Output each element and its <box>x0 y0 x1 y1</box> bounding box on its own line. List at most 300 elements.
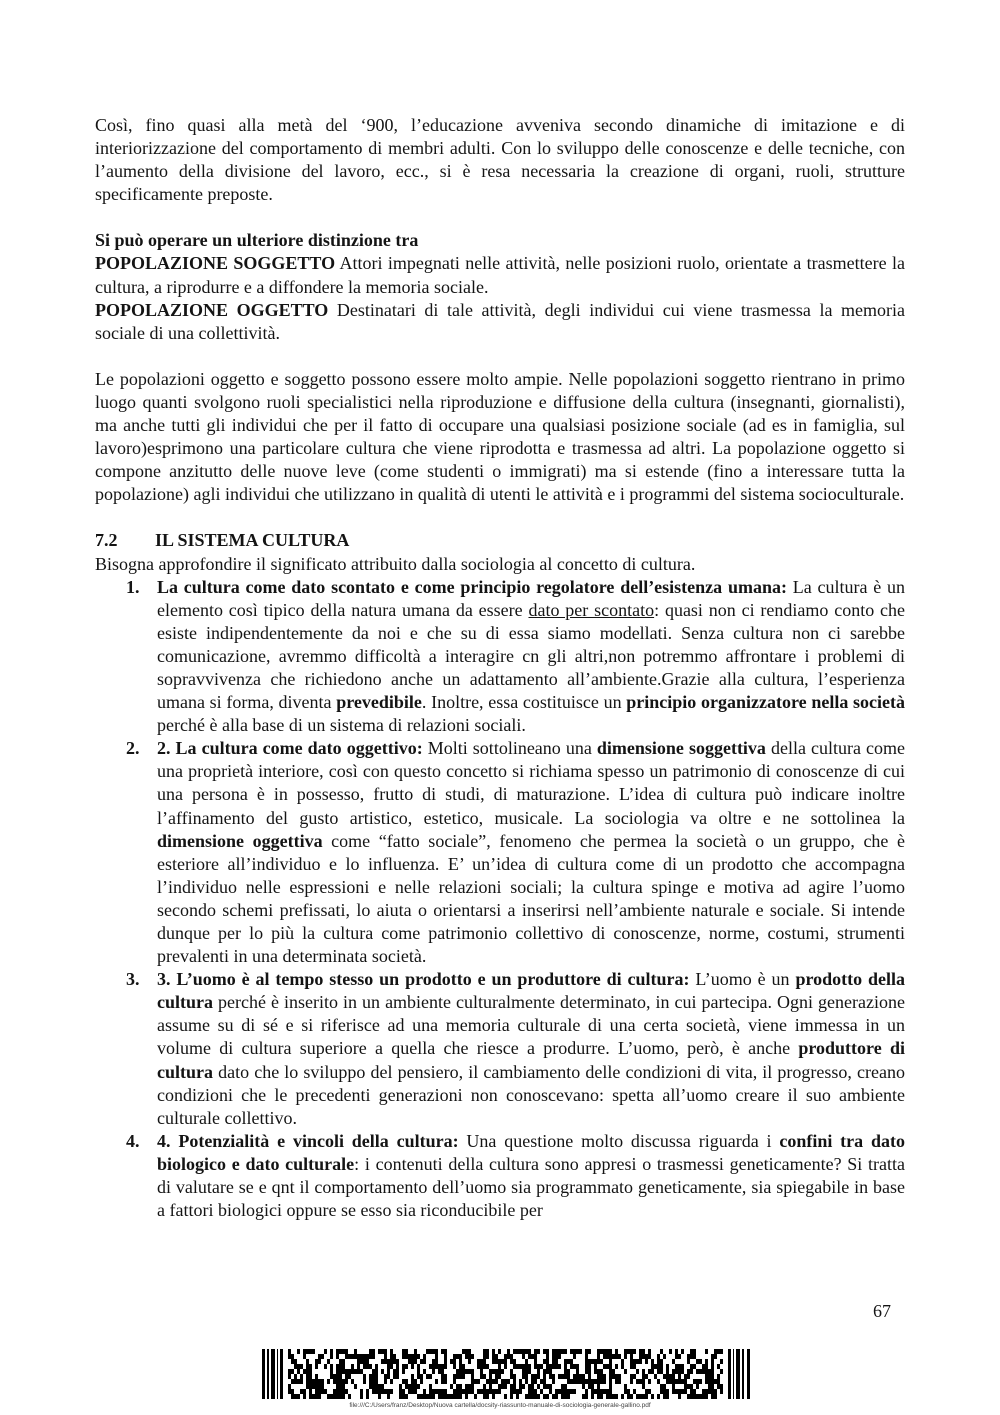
barcode-bar <box>330 1374 333 1379</box>
barcode-bar <box>630 1359 633 1364</box>
barcode-bar <box>510 1369 513 1374</box>
barcode-bar <box>336 1379 339 1384</box>
barcode-bar <box>684 1389 687 1394</box>
barcode-bar <box>696 1359 699 1364</box>
barcode-bar <box>690 1394 693 1399</box>
barcode-bar <box>327 1379 330 1384</box>
barcode-bar <box>702 1364 705 1369</box>
barcode-bar <box>453 1379 456 1384</box>
barcode-bar <box>675 1369 678 1374</box>
barcode-bar <box>612 1369 615 1374</box>
barcode-bar <box>516 1349 519 1354</box>
barcode-bar <box>690 1384 693 1389</box>
barcode-bar <box>288 1369 291 1374</box>
barcode-bar <box>471 1374 474 1379</box>
barcode-bar <box>339 1369 342 1374</box>
barcode-bar <box>687 1394 690 1399</box>
barcode-bar <box>459 1369 462 1374</box>
barcode-bar <box>336 1394 339 1399</box>
barcode-bar <box>381 1349 384 1354</box>
text-run: principio organizzatore nella società <box>626 692 905 713</box>
barcode-bar <box>267 1349 269 1399</box>
barcode-bar <box>654 1374 657 1379</box>
barcode-bar <box>375 1374 378 1379</box>
barcode-bar <box>444 1349 447 1354</box>
barcode-bar <box>525 1394 528 1399</box>
barcode-bar <box>369 1349 372 1354</box>
barcode-bar <box>411 1364 414 1369</box>
barcode-bar <box>576 1374 579 1379</box>
barcode-bar <box>513 1364 516 1369</box>
barcode-bar <box>291 1359 294 1364</box>
barcode-bar <box>705 1349 708 1354</box>
text-run: dimensione soggettiva <box>596 738 766 759</box>
barcode-bar <box>567 1369 570 1374</box>
barcode-bar <box>633 1364 636 1369</box>
barcode-bar <box>585 1394 588 1399</box>
barcode-bar <box>612 1354 615 1359</box>
barcode-bar <box>633 1374 636 1379</box>
barcode-bar <box>531 1354 534 1359</box>
barcode-bar <box>720 1369 723 1374</box>
barcode-bar <box>519 1389 522 1394</box>
barcode-bar <box>477 1364 480 1369</box>
barcode-bar <box>312 1394 315 1399</box>
barcode-bar <box>546 1349 549 1354</box>
barcode-bar <box>717 1384 720 1389</box>
list-item-number: 4. <box>126 1130 140 1151</box>
barcode-bar <box>522 1354 525 1359</box>
barcode-bar <box>720 1349 723 1354</box>
barcode-bar <box>501 1384 504 1389</box>
barcode-bar <box>402 1379 405 1384</box>
barcode-bar <box>465 1389 468 1394</box>
barcode-bar <box>546 1384 549 1389</box>
barcode-bar <box>696 1394 699 1399</box>
barcode-bar <box>672 1379 675 1384</box>
barcode-bar <box>480 1389 483 1394</box>
barcode-bar <box>678 1394 681 1399</box>
barcode-bar <box>561 1394 564 1399</box>
barcode-bar <box>522 1369 525 1374</box>
barcode-bar <box>642 1384 645 1389</box>
list-item <box>95 737 905 968</box>
term-oggetto: POPOLAZIONE OGGETTO <box>95 299 329 320</box>
barcode-bar <box>262 1349 265 1399</box>
barcode-bar <box>621 1394 624 1399</box>
barcode-bar <box>345 1374 348 1379</box>
barcode-bar <box>594 1364 597 1369</box>
barcode-bar <box>393 1359 396 1364</box>
barcode-bar <box>288 1354 291 1359</box>
barcode-bar <box>720 1359 723 1364</box>
barcode-bar <box>306 1369 309 1374</box>
barcode-bar <box>615 1374 618 1379</box>
barcode-bar <box>444 1354 447 1359</box>
barcode-bar <box>522 1349 525 1354</box>
barcode-bar <box>534 1374 537 1379</box>
barcode-bar <box>567 1359 570 1364</box>
barcode-bar <box>669 1379 672 1384</box>
barcode-bar <box>318 1394 321 1399</box>
barcode-bar <box>657 1359 660 1364</box>
section-number: 7.2 <box>95 530 118 551</box>
barcode-bar <box>318 1354 321 1359</box>
barcode-bar <box>651 1369 654 1374</box>
barcode-bar <box>354 1349 357 1354</box>
barcode-bar <box>561 1389 564 1394</box>
barcode-bar <box>645 1394 648 1399</box>
barcode-bar <box>294 1374 297 1379</box>
barcode-bar <box>627 1389 630 1394</box>
barcode-bar <box>567 1394 570 1399</box>
barcode-bar <box>552 1394 555 1399</box>
barcode-bar <box>684 1384 687 1389</box>
barcode-bar <box>459 1374 462 1379</box>
barcode-bar <box>372 1349 375 1354</box>
barcode-bar <box>444 1379 447 1384</box>
barcode-bar <box>342 1389 345 1394</box>
barcode-bar <box>546 1394 549 1399</box>
barcode-bar <box>612 1374 615 1379</box>
barcode-bar <box>579 1374 582 1379</box>
barcode-bar <box>453 1359 456 1364</box>
barcode-bar <box>414 1379 417 1384</box>
barcode-bar <box>576 1364 579 1369</box>
barcode-bar <box>336 1389 339 1394</box>
barcode-bar <box>561 1349 564 1354</box>
barcode-bar <box>621 1364 624 1369</box>
barcode-bar <box>303 1369 306 1374</box>
barcode-bar <box>666 1379 669 1384</box>
text-run: 2. La cultura come dato oggettivo: <box>157 738 423 759</box>
barcode-bar <box>606 1349 609 1354</box>
barcode-bar <box>636 1394 639 1399</box>
page-number: 67 <box>873 1301 891 1321</box>
barcode-bar <box>675 1379 678 1384</box>
text-run: dimensione oggettiva <box>157 830 323 851</box>
distinction-heading: Si può operare un ulteriore distinzione tra <box>95 230 419 251</box>
barcode-bar <box>357 1359 360 1364</box>
barcode-bar <box>690 1389 693 1394</box>
text-run: prodotto della cultura <box>157 969 906 1013</box>
barcode-bar <box>591 1384 594 1389</box>
barcode-bar <box>387 1374 390 1379</box>
barcode-bar <box>597 1389 600 1394</box>
barcode-bar <box>588 1374 591 1379</box>
barcode-bar <box>717 1379 720 1384</box>
barcode-bar <box>588 1359 591 1364</box>
barcode-bar <box>630 1374 633 1379</box>
barcode-bar <box>351 1379 354 1384</box>
barcode-bar <box>609 1389 612 1394</box>
barcode-bar <box>528 1349 531 1354</box>
barcode-bar <box>339 1359 342 1364</box>
barcode-bar <box>558 1354 561 1359</box>
barcode-bar <box>363 1364 366 1369</box>
barcode-bar <box>306 1359 309 1364</box>
barcode-bar <box>291 1389 294 1394</box>
barcode-bar <box>429 1364 432 1369</box>
barcode-bar <box>648 1389 651 1394</box>
barcode-bar <box>342 1369 345 1374</box>
barcode-bar <box>711 1374 714 1379</box>
barcode-bar <box>399 1384 402 1389</box>
barcode-bar <box>567 1379 570 1384</box>
barcode-bar <box>369 1354 372 1359</box>
barcode-bar <box>333 1389 336 1394</box>
barcode-bar <box>402 1369 405 1374</box>
barcode-bar <box>291 1354 294 1359</box>
barcode-bar <box>597 1374 600 1379</box>
barcode-bar <box>702 1394 705 1399</box>
barcode-bar <box>555 1354 558 1359</box>
barcode-bar <box>366 1394 369 1399</box>
list-item <box>95 576 905 738</box>
barcode-bar <box>540 1379 543 1384</box>
barcode-bar <box>456 1374 459 1379</box>
barcode-bar <box>390 1379 393 1384</box>
barcode-bar <box>369 1384 372 1389</box>
barcode-bar <box>321 1379 324 1384</box>
barcode-bar <box>708 1379 711 1384</box>
barcode-bar <box>303 1354 306 1359</box>
barcode-bar <box>408 1354 411 1359</box>
barcode-bar <box>660 1384 663 1389</box>
barcode-bar <box>708 1369 711 1374</box>
barcode-bar <box>624 1349 627 1354</box>
barcode-bar <box>495 1359 498 1364</box>
barcode-bar <box>645 1354 648 1359</box>
barcode-bar <box>495 1389 498 1394</box>
barcode-bar <box>384 1354 387 1359</box>
barcode-bar <box>480 1374 483 1379</box>
barcode-bar <box>618 1379 621 1384</box>
barcode-bar <box>666 1389 669 1394</box>
barcode-bar <box>564 1374 567 1379</box>
barcode-bar <box>537 1369 540 1374</box>
barcode-bar <box>297 1394 300 1399</box>
barcode-bar <box>693 1364 696 1369</box>
barcode-bar <box>345 1379 348 1384</box>
barcode-bar <box>465 1349 468 1354</box>
paragraph-populations: Le popolazioni oggetto e soggetto possono essere molto ampie. Nelle popolazioni soggetto rientrano in primo luogo quanti svolgono ruoli specialistici nella riproduzione e diffusione della cultura (insegnanti, giornalisti), ma anche tutti gli individui che per il fatto di occupare una qualsiasi posizione sociale (ad es in famiglia, sul lavoro)esprimono una particolare cultura che viene riprodotta e trasmessa ad altri. La popolazione oggetto si compone anzitutto delle nuove leve (come studenti o immigrati) ma si estende (fino a interessare tutta la popolazione) agli individui che utilizzano in qualità di utenti le attività e i programmi del sistema socioculturale. <box>95 368 905 505</box>
barcode-bar <box>441 1379 444 1384</box>
barcode-bar <box>525 1369 528 1374</box>
barcode-bar <box>736 1349 740 1399</box>
barcode-bar <box>291 1394 294 1399</box>
barcode-bar <box>516 1394 519 1399</box>
barcode-bar <box>660 1389 663 1394</box>
barcode-bar <box>366 1359 369 1364</box>
barcode-bar <box>471 1379 474 1384</box>
barcode-bar <box>714 1354 717 1359</box>
barcode-bar <box>339 1349 342 1354</box>
barcode-bar <box>705 1394 708 1399</box>
barcode-bar <box>291 1379 294 1384</box>
barcode-bar <box>360 1359 363 1364</box>
barcode-bar <box>510 1389 513 1394</box>
barcode-bar <box>642 1354 645 1359</box>
barcode-bar <box>309 1384 312 1389</box>
barcode-bar <box>528 1369 531 1374</box>
barcode-bar <box>711 1364 714 1369</box>
barcode-bar <box>453 1354 456 1359</box>
barcode-bar <box>456 1394 459 1399</box>
barcode-bar <box>303 1394 306 1399</box>
barcode-bar <box>558 1374 561 1379</box>
barcode-bar <box>555 1389 558 1394</box>
definition-soggetto: POPOLAZIONE SOGGETTO Attori impegnati nelle attività, nelle posizioni ruolo, orientate a trasmettere la cultura, a riprodurre e a diffondere la memoria sociale. <box>95 253 905 297</box>
barcode-bar <box>411 1379 414 1384</box>
barcode-bar <box>534 1389 537 1394</box>
barcode-bar <box>414 1354 417 1359</box>
barcode-bar <box>333 1394 336 1399</box>
barcode-bar <box>471 1354 474 1359</box>
barcode-bar <box>336 1354 339 1359</box>
barcode-bar <box>609 1384 612 1389</box>
barcode-bar <box>663 1374 666 1379</box>
barcode-bar <box>742 1349 744 1399</box>
barcode-bar <box>702 1389 705 1394</box>
barcode-bar <box>363 1379 366 1384</box>
barcode-bar <box>624 1369 627 1374</box>
barcode-bar <box>501 1359 504 1364</box>
barcode-bar <box>294 1359 297 1364</box>
barcode-bar <box>450 1394 453 1399</box>
barcode-bar <box>531 1384 534 1389</box>
barcode-bar <box>642 1374 645 1379</box>
barcode-bar <box>591 1394 594 1399</box>
barcode-bar <box>573 1389 576 1394</box>
barcode-bar <box>639 1394 642 1399</box>
barcode-bar <box>423 1394 426 1399</box>
barcode-bar <box>561 1374 564 1379</box>
barcode-bar <box>564 1364 567 1369</box>
barcode-bar <box>597 1384 600 1389</box>
barcode-bar <box>588 1369 591 1374</box>
barcode-bar <box>711 1354 714 1359</box>
barcode-bar <box>312 1349 315 1354</box>
text-run: Una questione molto discussa riguarda i <box>458 1130 780 1151</box>
barcode-bar <box>280 1349 283 1399</box>
barcode-bar <box>696 1384 699 1389</box>
barcode-bar <box>432 1359 435 1364</box>
barcode-bar <box>609 1359 612 1364</box>
barcode-bar <box>561 1384 564 1389</box>
barcode-bar <box>672 1374 675 1379</box>
barcode-bar <box>657 1394 660 1399</box>
barcode-bar <box>585 1349 588 1354</box>
barcode-bar <box>570 1359 573 1364</box>
barcode-bar <box>402 1349 405 1354</box>
barcode-bar <box>639 1359 642 1364</box>
barcode-bar <box>639 1349 642 1354</box>
barcode-bar <box>492 1379 495 1384</box>
text-run: della cultura come una proprietà interiore, così con questo concetto si richiama spesso un patrimonio di conoscenze di cui una persona è in possesso, frutto di studi, di maturazione. L’idea di cultura può indicare inoltre l’affinamento del gusto artistico, estetico, musicale. La sociologia va oltre e ne sottolinea la <box>157 738 906 828</box>
barcode-bar <box>474 1379 477 1384</box>
barcode-bar <box>330 1364 333 1369</box>
barcode-bar <box>717 1364 720 1369</box>
barcode-bar <box>435 1389 438 1394</box>
barcode-bar <box>291 1369 294 1374</box>
barcode-bar <box>543 1359 546 1364</box>
barcode-bar <box>510 1354 513 1359</box>
barcode-bar <box>384 1359 387 1364</box>
barcode-bar <box>579 1379 582 1384</box>
barcode-bar <box>459 1354 462 1359</box>
barcode-bar <box>357 1354 360 1359</box>
barcode-bar <box>432 1394 435 1399</box>
barcode-bar <box>486 1379 489 1384</box>
barcode-bar <box>330 1369 333 1374</box>
barcode-bar <box>456 1369 459 1374</box>
barcode-bar <box>606 1364 609 1369</box>
barcode-bar <box>633 1349 636 1354</box>
barcode-bar <box>318 1384 321 1389</box>
section-heading <box>95 529 905 552</box>
barcode-bar <box>687 1374 690 1379</box>
barcode-bar <box>387 1389 390 1394</box>
barcode-bar <box>441 1369 444 1374</box>
barcode-bar <box>606 1389 609 1394</box>
barcode-bar <box>309 1394 312 1399</box>
barcode-bar <box>396 1369 399 1374</box>
barcode-bar <box>603 1379 606 1384</box>
barcode-bar <box>507 1354 510 1359</box>
barcode-bar <box>336 1364 339 1369</box>
barcode-bar <box>519 1349 522 1354</box>
barcode-bar <box>666 1364 669 1369</box>
barcode-bar <box>693 1394 696 1399</box>
barcode-bar <box>306 1349 309 1354</box>
text-run: 4. Potenzialità e vincoli della cultura: <box>157 1130 459 1151</box>
barcode-bar <box>597 1369 600 1374</box>
barcode-bar <box>591 1379 594 1384</box>
barcode-bar <box>579 1349 582 1354</box>
barcode-bar <box>384 1389 387 1394</box>
barcode-bar <box>651 1364 654 1369</box>
barcode-bar <box>435 1364 438 1369</box>
barcode-bar <box>672 1384 675 1389</box>
barcode-bar <box>645 1389 648 1394</box>
barcode-bar <box>438 1394 441 1399</box>
barcode-bar <box>477 1359 480 1364</box>
barcode-bar <box>585 1369 588 1374</box>
barcode-bar <box>513 1359 516 1364</box>
barcode-bar <box>381 1359 384 1364</box>
barcode-bar <box>339 1389 342 1394</box>
barcode-bar <box>546 1369 549 1374</box>
barcode-bar <box>300 1379 303 1384</box>
barcode-bar <box>657 1364 660 1369</box>
barcode-bar <box>549 1369 552 1374</box>
barcode-bar <box>522 1384 525 1389</box>
barcode-bar <box>573 1374 576 1379</box>
barcode-bar <box>534 1359 537 1364</box>
barcode-bar <box>600 1349 603 1354</box>
barcode-bar <box>444 1359 447 1364</box>
barcode-bar <box>564 1349 567 1354</box>
barcode-bar <box>573 1364 576 1369</box>
barcode-bar <box>564 1389 567 1394</box>
barcode-bar <box>534 1354 537 1359</box>
barcode-bar <box>714 1394 717 1399</box>
barcode-bar <box>690 1369 693 1374</box>
barcode-bar <box>435 1354 438 1359</box>
list-item-number: 1. <box>126 576 140 597</box>
barcode-bar <box>534 1364 537 1369</box>
